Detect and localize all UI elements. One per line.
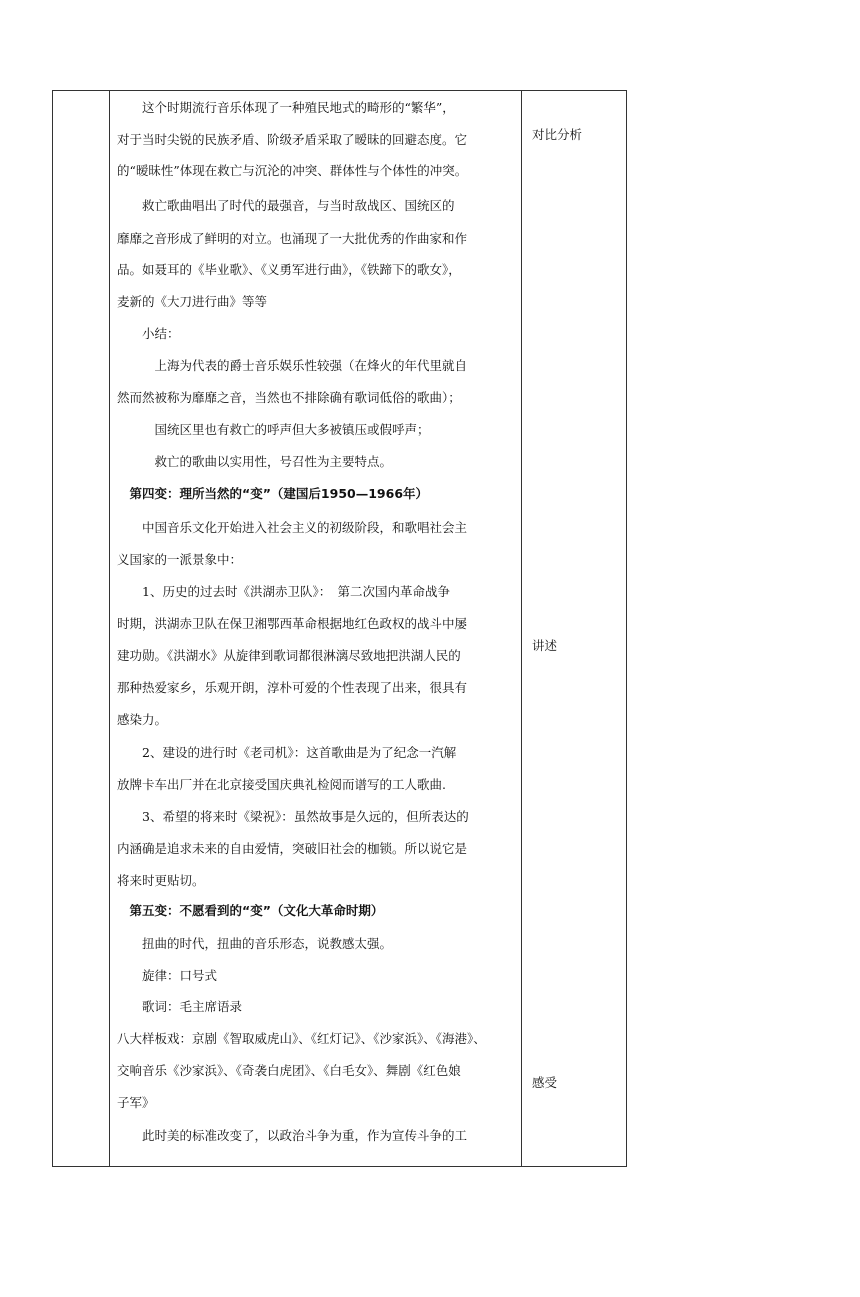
text-line: 感染力。 xyxy=(117,712,168,727)
text-line: 内涵确是追求未来的自由爱情，突破旧社会的枷锁。所以说它是 xyxy=(117,841,468,856)
section-heading: 第五变：不愿看到的“变”（文化大革命时期） xyxy=(117,903,384,918)
text-line: 交响音乐《沙家浜》、《奇袭白虎团》、《白毛女》、舞剧《红色娘 xyxy=(117,1063,461,1078)
lesson-plan-table xyxy=(52,90,627,1167)
method-note: 感受 xyxy=(532,1075,558,1090)
text-line: 中国音乐文化开始进入社会主义的初级阶段，和歌唱社会主 xyxy=(117,520,468,535)
text-line: 旋律：口号式 xyxy=(117,968,218,983)
text-line: 小结： xyxy=(117,326,180,341)
text-line: 救亡的歌曲以实用性，号召性为主要特点。 xyxy=(117,454,393,469)
text-line: 1、历史的过去时《洪湖赤卫队》： 第二次国内革命战争 xyxy=(117,584,450,599)
text-line: 2、建设的进行时《老司机》：这首歌曲是为了纪念一汽解 xyxy=(117,745,457,760)
left-empty-column xyxy=(53,91,110,1166)
text-line: 救亡歌曲唱出了时代的最强音，与当时敌战区、国统区的 xyxy=(117,198,455,213)
text-line: 子军》 xyxy=(117,1095,155,1110)
method-note: 对比分析 xyxy=(532,127,583,142)
text-line: 义国家的一派景象中： xyxy=(117,552,243,567)
text-line: 国统区里也有救亡的呼声但大多被镇压或假呼声； xyxy=(117,422,430,437)
text-line: 将来时更贴切。 xyxy=(117,873,205,888)
text-line: 八大样板戏：京剧《智取威虎山》、《红灯记》、《沙家浜》、《海港》、 xyxy=(117,1031,486,1046)
text-line: 时期，洪湖赤卫队在保卫湘鄂西革命根据地红色政权的战斗中屡 xyxy=(117,616,468,631)
method-column xyxy=(522,91,626,1166)
text-line: 品。如聂耳的《毕业歌》、《义勇军进行曲》，《铁蹄下的歌女》， xyxy=(117,262,461,277)
text-line: 那种热爱家乡，乐观开朗，淳朴可爱的个性表现了出来，很具有 xyxy=(117,680,468,695)
text-line: 歌词：毛主席语录 xyxy=(117,999,243,1014)
text-line: 靡靡之音形成了鲜明的对立。也涌现了一大批优秀的作曲家和作 xyxy=(117,231,468,246)
text-line: 的“暧昧性”体现在救亡与沉沦的冲突、群体性与个体性的冲突。 xyxy=(117,163,468,178)
text-line: 对于当时尖锐的民族矛盾、阶级矛盾采取了暧昧的回避态度。它 xyxy=(117,132,468,147)
text-line: 然而然被称为靡靡之音，当然也不排除确有歌词低俗的歌曲）； xyxy=(117,390,461,405)
text-line: 建功勋。《洪湖水》从旋律到歌词都很淋漓尽致地把洪湖人民的 xyxy=(117,648,461,663)
text-line: 3、希望的将来时《梁祝》：虽然故事是久远的，但所表达的 xyxy=(117,809,469,824)
text-line: 扭曲的时代，扭曲的音乐形态，说教感太强。 xyxy=(117,936,393,951)
text-line: 上海为代表的爵士音乐娱乐性较强（在烽火的年代里就自 xyxy=(117,358,468,373)
text-line: 这个时期流行音乐体现了一种殖民地式的畸形的“繁华”， xyxy=(117,100,455,115)
text-line: 麦新的《大刀进行曲》等等 xyxy=(117,294,268,309)
content-column xyxy=(110,91,522,1166)
text-line: 此时美的标准改变了，以政治斗争为重，作为宣传斗争的工 xyxy=(117,1128,468,1143)
method-note: 讲述 xyxy=(532,638,558,653)
section-heading: 第四变：理所当然的“变”（建国后1950—1966年） xyxy=(117,486,429,501)
text-line: 放牌卡车出厂并在北京接受国庆典礼检阅而谱写的工人歌曲. xyxy=(117,777,446,792)
